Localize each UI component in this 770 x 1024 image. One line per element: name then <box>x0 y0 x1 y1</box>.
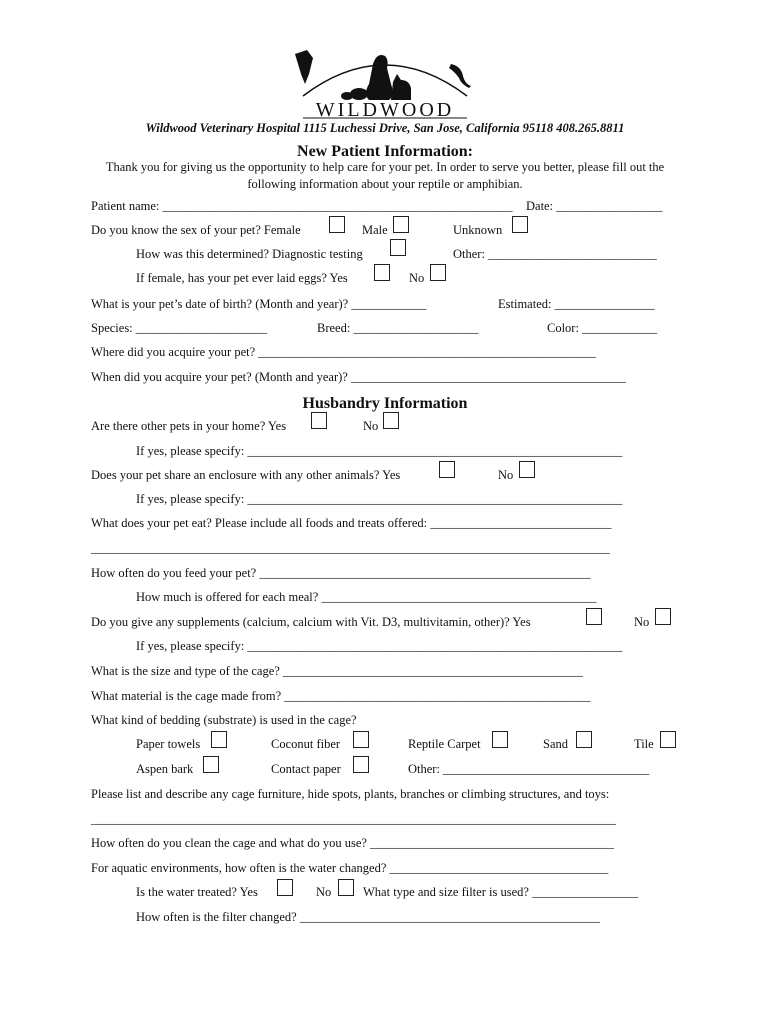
share-no-checkbox[interactable] <box>519 461 535 478</box>
cleaning-field[interactable]: How often do you clean the cage and what do you use? _______________________________________ <box>91 836 614 850</box>
unknown-label: Unknown <box>453 223 503 237</box>
water-treated-question: Is the water treated? Yes <box>136 885 258 899</box>
female-checkbox[interactable] <box>329 216 345 233</box>
supplements-specify-field[interactable]: If yes, please specify: ____________________________________________________________ <box>136 639 623 653</box>
water-treated-yes-checkbox[interactable] <box>277 879 293 896</box>
acquire-where-field[interactable]: Where did you acquire your pet? ______________________________________________________ <box>91 345 596 359</box>
estimated-field[interactable]: Estimated: ________________ <box>498 297 655 311</box>
supplements-yes-checkbox[interactable] <box>586 608 602 625</box>
aspen-bark-label: Aspen bark <box>136 762 194 776</box>
intro-line-2: following information about your reptile or amphibian. <box>247 177 523 191</box>
other-pets-question: Are there other pets in your home? Yes <box>91 419 287 433</box>
share-yes-checkbox[interactable] <box>439 461 455 478</box>
furniture-line[interactable]: ____________________________________________________________________________________ <box>91 812 616 826</box>
tile-checkbox[interactable] <box>660 731 676 748</box>
water-change-field[interactable]: For aquatic environments, how often is the water changed? ___________________________________ <box>91 861 609 875</box>
form-title: New Patient Information: <box>297 143 473 160</box>
eggs-no-checkbox[interactable] <box>430 264 446 281</box>
sand-label: Sand <box>543 737 568 751</box>
paper-towels-checkbox[interactable] <box>211 731 227 748</box>
water-treated-no-label: No <box>316 885 332 899</box>
share-enclosure-question: Does your pet share an enclosure with any other animals? Yes <box>91 468 401 482</box>
dob-field[interactable]: What is your pet’s date of birth? (Month and year)? ____________ <box>91 297 427 311</box>
contact-paper-label: Contact paper <box>271 762 341 776</box>
filter-changed-field[interactable]: How often is the filter changed? ________________________________________________ <box>136 910 600 924</box>
other-pets-no-label: No <box>363 419 379 433</box>
other-pets-specify-field[interactable]: If yes, please specify: ____________________________________________________________ <box>136 444 623 458</box>
other-pets-no-checkbox[interactable] <box>383 412 399 429</box>
wildwood-logo <box>285 44 485 120</box>
tile-label: Tile <box>634 737 654 751</box>
supplements-question: Do you give any supplements (calcium, calcium with Vit. D3, multivitamin, other)? Yes <box>91 615 531 629</box>
diet-line[interactable]: ___________________________________________________________________________________ <box>91 541 610 555</box>
feed-frequency-field[interactable]: How often do you feed your pet? _____________________________________________________ <box>91 566 591 580</box>
coconut-fiber-label: Coconut fiber <box>271 737 341 751</box>
eggs-yes-checkbox[interactable] <box>374 264 390 281</box>
diet-field[interactable]: What does your pet eat? Please include all foods and treats offered: _____________________________ <box>91 516 612 530</box>
other-determined-field[interactable]: Other: ___________________________ <box>453 247 657 261</box>
supplements-no-label: No <box>634 615 650 629</box>
contact-paper-checkbox[interactable] <box>353 756 369 773</box>
cage-material-field[interactable]: What material is the cage made from? _________________________________________________ <box>91 689 591 703</box>
sex-question: Do you know the sex of your pet? Female <box>91 223 301 237</box>
other-pets-yes-checkbox[interactable] <box>311 412 327 429</box>
breed-field[interactable]: Breed: ____________________ <box>317 321 479 335</box>
coconut-fiber-checkbox[interactable] <box>353 731 369 748</box>
species-field[interactable]: Species: _____________________ <box>91 321 268 335</box>
unknown-checkbox[interactable] <box>512 216 528 233</box>
eggs-no-label: No <box>409 271 425 285</box>
reptile-carpet-label: Reptile Carpet <box>408 737 481 751</box>
bedding-question: What kind of bedding (substrate) is used in the cage? <box>91 713 357 727</box>
clinic-address: Wildwood Veterinary Hospital 1115 Luchessi Drive, San Jose, California 95118 408.265.8811 <box>145 121 625 135</box>
acquire-when-field[interactable]: When did you acquire your pet? (Month and year)? ____________________________________________ <box>91 370 626 384</box>
color-field[interactable]: Color: ____________ <box>547 321 658 335</box>
cage-size-field[interactable]: What is the size and type of the cage? ________________________________________________ <box>91 664 583 678</box>
other-bedding-field[interactable]: Other: _________________________________ <box>408 762 650 776</box>
diagnostic-testing-checkbox[interactable] <box>390 239 406 256</box>
water-treated-no-checkbox[interactable] <box>338 879 354 896</box>
date-field[interactable]: Date: _________________ <box>526 199 663 213</box>
reptile-carpet-checkbox[interactable] <box>492 731 508 748</box>
male-label: Male <box>362 223 388 237</box>
supplements-no-checkbox[interactable] <box>655 608 671 625</box>
determined-question: How was this determined? Diagnostic testing <box>136 247 363 261</box>
eggs-question: If female, has your pet ever laid eggs? Yes <box>136 271 348 285</box>
filter-type-field[interactable]: What type and size filter is used? _________________ <box>363 885 639 899</box>
paper-towels-label: Paper towels <box>136 737 201 751</box>
male-checkbox[interactable] <box>393 216 409 233</box>
share-no-label: No <box>498 468 514 482</box>
sand-checkbox[interactable] <box>576 731 592 748</box>
husbandry-title: Husbandry Information <box>302 395 468 412</box>
patient-name-field[interactable]: Patient name: ________________________________________________________ <box>91 199 513 213</box>
aspen-bark-checkbox[interactable] <box>203 756 219 773</box>
meal-amount-field[interactable]: How much is offered for each meal? ____________________________________________ <box>136 590 597 604</box>
logo-text: WILDWOOD <box>315 99 455 120</box>
furniture-question: Please list and describe any cage furniture, hide spots, plants, branches or climbing structures, and toys: <box>91 787 610 801</box>
share-specify-field[interactable]: If yes, please specify: ____________________________________________________________ <box>136 492 623 506</box>
intro-line-1: Thank you for giving us the opportunity to help care for your pet. In order to serve you better, please fill out the <box>105 160 665 174</box>
